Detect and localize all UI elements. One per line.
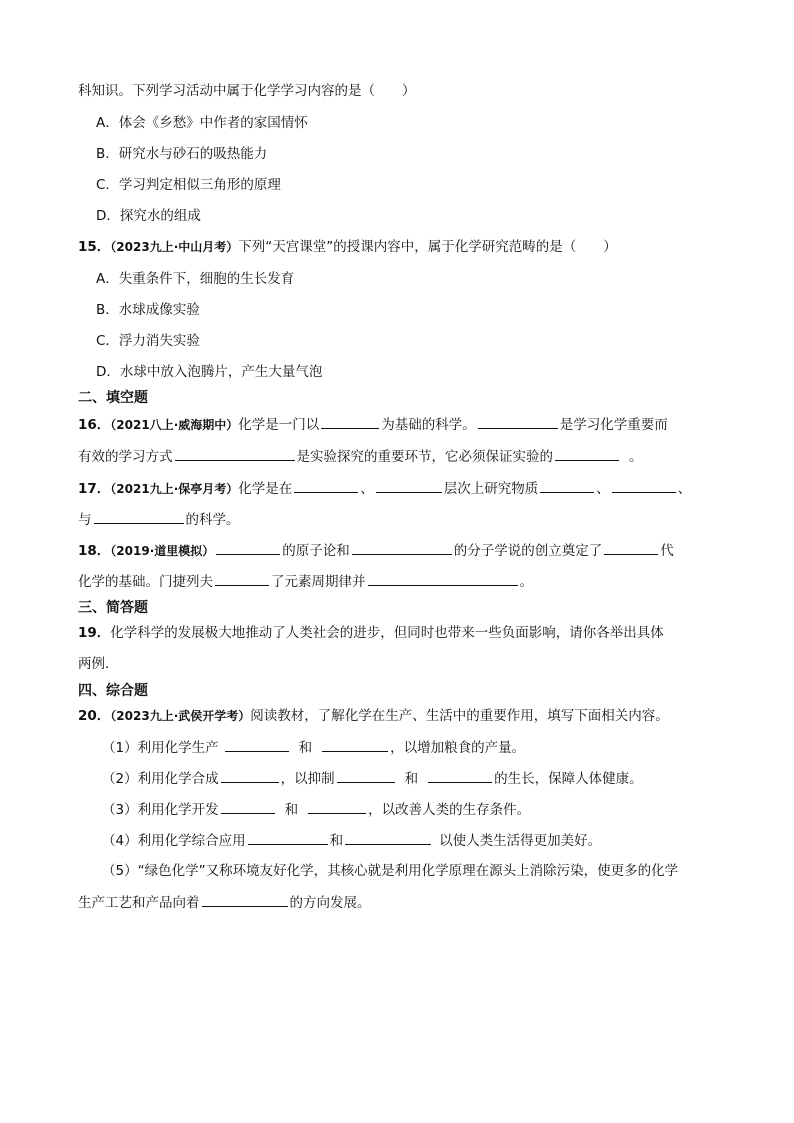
q20-part-5-text-a: （5）“绿色化学”又称环境友好化学，其核心就是利用化学原理在源头上消除污染，使更多的化学: [102, 863, 679, 879]
section-comprehensive-title: 四、综合题: [78, 683, 148, 699]
q20-part-4-blank-1[interactable]: [248, 831, 328, 845]
q14-option-d-text: D．探究水的组成: [96, 208, 201, 224]
q18-blank-2[interactable]: [352, 541, 452, 555]
q16-text-6: 。: [629, 449, 643, 465]
q17-text-3: 层次上研究物质: [443, 481, 539, 497]
q18-blank-5[interactable]: [368, 572, 518, 586]
q18-text-3: 代: [660, 543, 674, 559]
q15-stem: [78, 238, 617, 256]
q15-option-c-text: C．浮力消失实验: [96, 333, 200, 349]
q15-option-a: [96, 270, 294, 288]
q15-stem-text: 下列“天宫课堂”的授课内容中，属于化学研究范畴的是（ ）: [238, 239, 617, 255]
q20-part-3: [102, 800, 530, 819]
q16-text-4: 有效的学习方式: [78, 449, 173, 465]
q14-stem-text: 科知识。下列学习活动中属于化学学习内容的是（ ）: [78, 83, 416, 99]
section-short-answer-title: 三、简答题: [78, 600, 148, 616]
q16-blank-2[interactable]: [478, 415, 558, 429]
q20-part-5-text-b: 生产工艺和产品向着: [78, 895, 200, 911]
q14-option-b-text: B．研究水与砂石的吸热能力: [96, 146, 268, 162]
q16-line-1: [78, 415, 668, 434]
q17-line-1: [78, 479, 691, 498]
q16-blank-3[interactable]: [175, 447, 295, 461]
q20-part-2-blank-3[interactable]: [428, 769, 492, 783]
q16-line-2: [78, 447, 643, 466]
q16-source: （2021八上·威海期中）: [110, 418, 239, 432]
q20-part-4-text-a: （4）利用化学综合应用: [102, 833, 246, 849]
q20-part-2-text-a: （2）利用化学合成: [102, 771, 219, 787]
q18-text-5: 了元素周期律并: [271, 574, 366, 590]
q20-stem: [78, 707, 669, 725]
q18-line-2: [78, 572, 533, 591]
q20-number: 20．: [78, 708, 111, 724]
q19-text-1: 化学科学的发展极大地推动了人类社会的进步，但同时也带来一些负面影响，请你各举出具体: [110, 625, 664, 641]
q17-text-4: 、: [596, 481, 610, 497]
q20-part-5-line-1: [102, 862, 678, 880]
q20-part-4-text-b: 和: [329, 833, 344, 849]
q17-text-7: 的科学。: [185, 512, 240, 528]
q19-text-2: 两例．: [78, 656, 119, 672]
q19-number: 19．: [78, 625, 111, 641]
q17-text-1: 化学是在: [238, 481, 293, 497]
q20-part-3-text-a: （3）利用化学开发: [102, 802, 219, 818]
q16-text-5: 是实验探究的重要环节，它必须保证实验的: [296, 449, 553, 465]
q18-text-2: 的分子学说的创立奠定了: [453, 543, 603, 559]
q14-option-a-text: A．体会《乡愁》中作者的家国情怀: [96, 115, 308, 131]
q20-part-5-line-2: [78, 893, 371, 912]
q16-blank-1[interactable]: [321, 415, 379, 429]
q20-part-3-text-b: 和: [284, 802, 299, 818]
q20-part-1-text-b: 和: [298, 740, 313, 756]
q20-part-1-text-a: （1）利用化学生产: [102, 740, 219, 756]
q15-option-b-text: B．水球成像实验: [96, 302, 200, 318]
q18-line-1: [78, 541, 674, 560]
q15-option-a-text: A．失重条件下，细胞的生长发育: [96, 271, 295, 287]
q15-option-d-text: D．水球中放入泡腾片，产生大量气泡: [96, 364, 323, 380]
q16-number: 16．: [78, 417, 111, 433]
q20-part-2: [102, 769, 643, 788]
q19-line-2: [78, 655, 119, 673]
q17-text-6: 与: [78, 512, 92, 528]
q20-part-3-blank-2[interactable]: [308, 800, 366, 814]
q15-option-b: [96, 301, 200, 319]
q17-source: （2021九上·保亭月考）: [110, 482, 239, 496]
q18-text-6: 。: [519, 574, 533, 590]
q14-option-c-text: C．学习判定相似三角形的原理: [96, 177, 281, 193]
q15-source: （2023九上·中山月考）: [110, 240, 239, 254]
q19-line-1: [78, 624, 664, 642]
q16-blank-4[interactable]: [555, 447, 619, 461]
q17-number: 17．: [78, 481, 111, 497]
q20-part-1: [102, 738, 525, 757]
q20-stem-text: 阅读教材，了解化学在生产、生活中的重要作用，填写下面相关内容。: [250, 708, 669, 724]
q20-source: （2023九上·武侯开学考）: [110, 709, 251, 723]
q20-part-5-blank-1[interactable]: [202, 893, 288, 907]
q20-part-3-text-c: ，以改善人类的生存条件。: [368, 802, 531, 818]
q18-text-4: 化学的基础。门捷列夫: [78, 574, 213, 590]
q17-blank-1[interactable]: [294, 479, 358, 493]
q20-part-2-text-b: ，以抑制: [280, 771, 335, 787]
q18-source: （2019·道里模拟）: [110, 544, 215, 558]
q20-part-4-text-c: 以使人类生活得更加美好。: [439, 833, 602, 849]
q20-part-4-blank-2[interactable]: [345, 831, 431, 845]
q14-stem: [78, 82, 416, 100]
section-fill-in-title: 二、填空题: [78, 390, 148, 406]
q20-part-5-text-c: 的方向发展。: [289, 895, 371, 911]
q15-number: 15．: [78, 239, 111, 255]
q20-part-1-text-c: ，以增加粮食的产量。: [390, 740, 526, 756]
q20-part-1-blank-1[interactable]: [225, 738, 289, 752]
q15-option-c: [96, 332, 200, 350]
q14-option-b: [96, 145, 267, 163]
q20-part-2-text-d: 的生长，保障人体健康。: [494, 771, 643, 787]
q18-number: 18．: [78, 543, 111, 559]
q20-part-4: [102, 831, 601, 850]
q16-text-2: 为基础的科学。: [381, 417, 476, 433]
q18-blank-4[interactable]: [215, 572, 269, 586]
q16-text-1: 化学是一门以: [238, 417, 320, 433]
q14-option-c: [96, 176, 281, 194]
q14-option-a: [96, 114, 308, 132]
q18-blank-3[interactable]: [604, 541, 658, 555]
q17-blank-5[interactable]: [94, 510, 184, 524]
q20-part-2-blank-1[interactable]: [221, 769, 279, 783]
q17-line-2: [78, 510, 240, 529]
q17-text-5: 、: [677, 481, 692, 497]
q18-blank-1[interactable]: [216, 541, 280, 555]
q17-text-2: 、: [360, 481, 374, 497]
q17-blank-3[interactable]: [540, 479, 594, 493]
q20-part-2-blank-2[interactable]: [337, 769, 395, 783]
q20-part-3-blank-1[interactable]: [221, 800, 275, 814]
q20-part-1-blank-2[interactable]: [322, 738, 388, 752]
q20-part-2-text-c: 和: [404, 771, 419, 787]
q18-text-1: 的原子论和: [282, 543, 350, 559]
q17-blank-4[interactable]: [612, 479, 676, 493]
q14-option-d: [96, 207, 201, 225]
q15-option-d: [96, 363, 322, 381]
q16-text-3: 是学习化学重要而: [559, 417, 668, 433]
q17-blank-2[interactable]: [376, 479, 442, 493]
